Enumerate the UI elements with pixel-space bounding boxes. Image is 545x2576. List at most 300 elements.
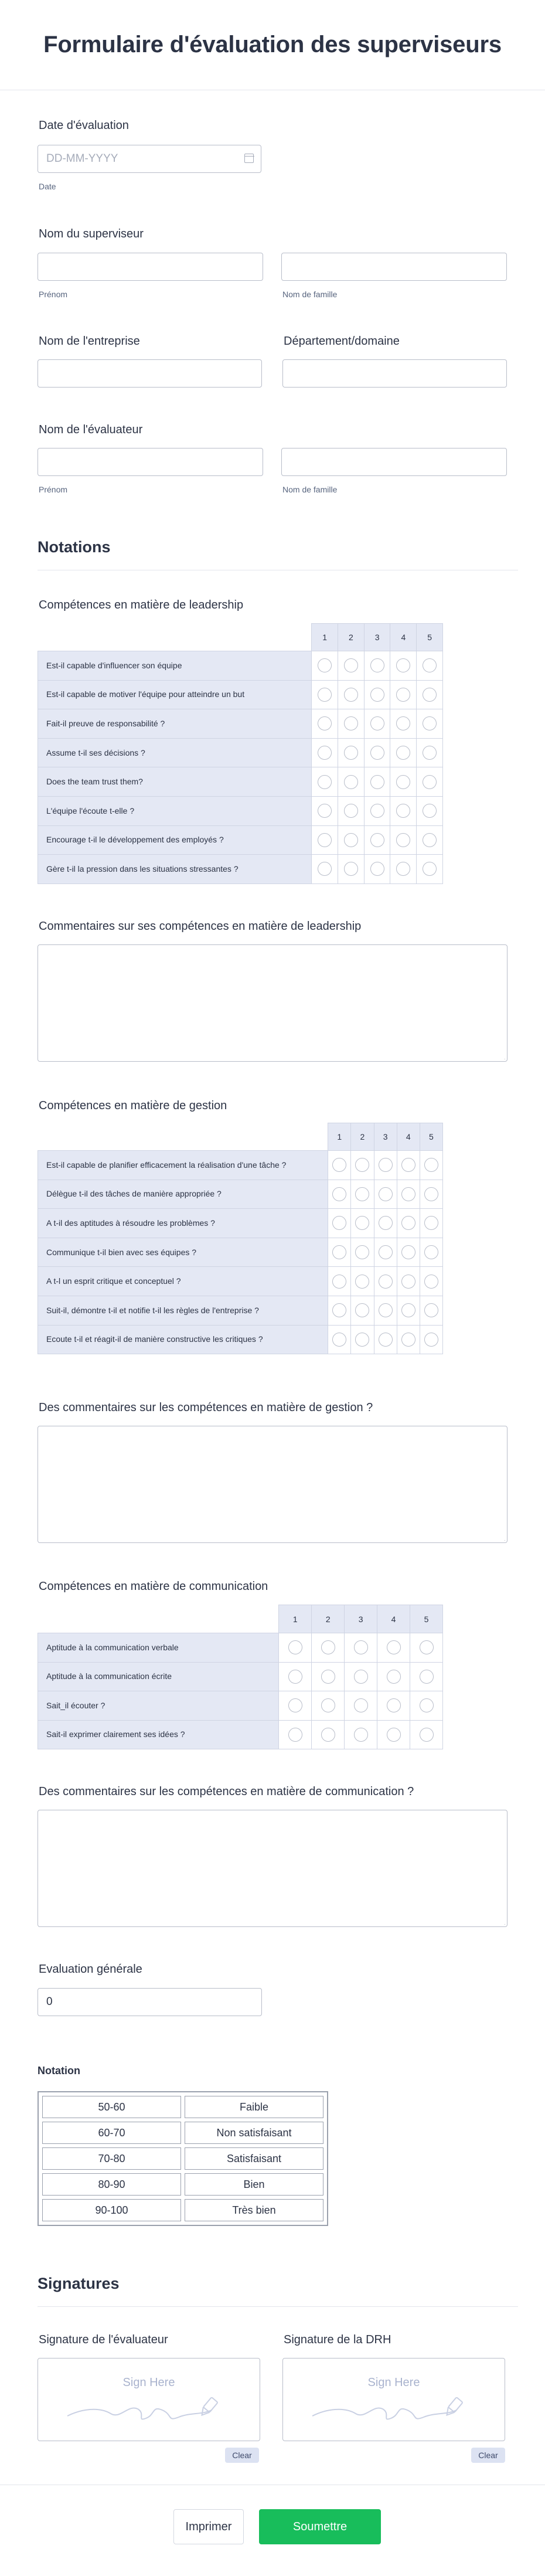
matrix-cell xyxy=(345,1633,377,1663)
department-input[interactable] xyxy=(282,359,507,388)
matrix-cell xyxy=(345,1691,377,1721)
rating-radio-button[interactable] xyxy=(401,1275,415,1289)
matrix-cell xyxy=(312,651,338,681)
rating-radio-button[interactable] xyxy=(344,746,358,760)
matrix-question: Est-il capable de motiver l'équipe pour atteindre un but xyxy=(38,680,312,709)
matrix-cell xyxy=(312,709,338,739)
matrix-cell xyxy=(345,1720,377,1749)
leadership-comment-label: Commentaires sur ses compétences en matière de leadership xyxy=(39,920,362,933)
signature-scribble-icon xyxy=(64,2393,234,2425)
rating-radio-button[interactable] xyxy=(288,1670,302,1684)
matrix-row xyxy=(38,651,443,681)
matrix-corner xyxy=(38,1605,279,1633)
matrix-cell xyxy=(279,1662,312,1691)
rating-radio-button[interactable] xyxy=(424,1158,438,1172)
matrix-cell xyxy=(338,825,364,855)
matrix-cell xyxy=(374,1238,397,1267)
matrix-question: Communique t-il bien avec ses équipes ? xyxy=(38,1238,328,1267)
matrix-question: Sait-il exprimer clairement ses idées ? xyxy=(38,1720,279,1749)
rating-radio-button[interactable] xyxy=(318,775,332,789)
matrix-cell xyxy=(279,1633,312,1663)
rating-radio-button[interactable] xyxy=(401,1333,415,1347)
ratings-section-title: Notations xyxy=(38,538,111,556)
supervisor-last-sublabel: Nom de famille xyxy=(282,290,338,299)
date-sublabel: Date xyxy=(39,182,56,191)
rating-radio-button[interactable] xyxy=(423,833,437,847)
rating-radio-button[interactable] xyxy=(355,1303,369,1317)
sign-here-text: Sign Here xyxy=(122,2376,175,2389)
matrix-corner xyxy=(38,624,312,651)
rating-radio-button[interactable] xyxy=(387,1670,401,1684)
matrix-cell xyxy=(420,1267,442,1296)
matrix-cell xyxy=(364,680,390,709)
rating-radio-button[interactable] xyxy=(424,1275,438,1289)
matrix-cell xyxy=(312,1691,345,1721)
rating-radio-button[interactable] xyxy=(420,1698,434,1712)
rating-radio-button[interactable] xyxy=(354,1698,368,1712)
matrix-question: Assume t-il ses décisions ? xyxy=(38,738,312,767)
rating-radio-button[interactable] xyxy=(332,1187,346,1201)
matrix-cell xyxy=(410,1662,443,1691)
matrix-cell xyxy=(338,738,364,767)
communication-comment-textarea[interactable] xyxy=(38,1810,507,1927)
rating-radio-button[interactable] xyxy=(355,1275,369,1289)
matrix-row xyxy=(38,1238,443,1267)
rating-radio-button[interactable] xyxy=(344,804,358,818)
notation-table xyxy=(38,2091,328,2226)
matrix-question: Does the team trust them? xyxy=(38,767,312,797)
matrix-cell xyxy=(312,825,338,855)
matrix-cell xyxy=(351,1209,374,1238)
rating-radio-button[interactable] xyxy=(344,688,358,702)
rating-radio-button[interactable] xyxy=(401,1303,415,1317)
rating-radio-button[interactable] xyxy=(379,1333,393,1347)
matrix-cell xyxy=(417,709,443,739)
matrix-cell xyxy=(397,1296,420,1325)
rating-radio-button[interactable] xyxy=(355,1158,369,1172)
matrix-cell xyxy=(279,1691,312,1721)
rating-radio-button[interactable] xyxy=(424,1333,438,1347)
matrix-question: Gère t-il la pression dans les situations stressantes ? xyxy=(38,855,312,884)
management-comment-label: Des commentaires sur les compétences en matière de gestion ? xyxy=(39,1401,373,1414)
rating-radio-button[interactable] xyxy=(423,746,437,760)
supervisor-label: Nom du superviseur xyxy=(39,227,144,240)
matrix-column-header: 1 xyxy=(328,1123,351,1151)
rating-radio-button[interactable] xyxy=(318,804,332,818)
matrix-cell xyxy=(417,855,443,884)
rating-radio-button[interactable] xyxy=(355,1333,369,1347)
matrix-cell xyxy=(374,1209,397,1238)
matrix-row xyxy=(38,855,443,884)
matrix-row xyxy=(38,738,443,767)
rating-radio-button[interactable] xyxy=(332,1275,346,1289)
matrix-cell xyxy=(420,1209,442,1238)
matrix-cell xyxy=(328,1180,351,1209)
rating-radio-button[interactable] xyxy=(332,1158,346,1172)
matrix-column-header: 2 xyxy=(312,1605,345,1633)
resize-handle-icon[interactable] xyxy=(499,1919,505,1925)
management-comment-textarea[interactable] xyxy=(38,1426,507,1543)
management-title: Compétences en matière de gestion xyxy=(39,1099,227,1112)
matrix-row xyxy=(38,680,443,709)
matrix-cell xyxy=(420,1180,442,1209)
rating-radio-button[interactable] xyxy=(370,658,384,672)
matrix-row xyxy=(38,1325,443,1354)
matrix-cell xyxy=(312,1720,345,1749)
evaluator-label: Nom de l'évaluateur xyxy=(39,423,143,436)
matrix-cell xyxy=(328,1238,351,1267)
matrix-cell xyxy=(377,1720,410,1749)
rating-radio-button[interactable] xyxy=(396,862,410,876)
rating-radio-button[interactable] xyxy=(379,1216,393,1230)
rating-radio-button[interactable] xyxy=(318,862,332,876)
matrix-question: Délègue t-il des tâches de manière appropriée ? xyxy=(38,1180,328,1209)
matrix-cell xyxy=(374,1267,397,1296)
resize-handle-icon[interactable] xyxy=(499,1535,505,1541)
supervisor-first-name-input[interactable] xyxy=(38,253,263,281)
matrix-cell xyxy=(390,825,417,855)
evaluator-last-sublabel: Nom de famille xyxy=(282,485,338,494)
matrix-column-header: 5 xyxy=(410,1605,443,1633)
matrix-header-row xyxy=(38,1605,443,1633)
supervisor-first-sublabel: Prénom xyxy=(39,290,68,299)
matrix-cell xyxy=(338,796,364,825)
communication-matrix xyxy=(38,1605,443,1749)
matrix-column-header: 5 xyxy=(417,624,443,651)
matrix-column-header: 1 xyxy=(312,624,338,651)
date-placeholder: DD-MM-YYYY xyxy=(46,152,118,165)
matrix-cell xyxy=(397,1238,420,1267)
signature-scribble-icon xyxy=(309,2393,479,2425)
matrix-row xyxy=(38,767,443,797)
rating-radio-button[interactable] xyxy=(423,862,437,876)
matrix-cell xyxy=(312,767,338,797)
rating-radio-button[interactable] xyxy=(318,746,332,760)
matrix-cell xyxy=(351,1267,374,1296)
matrix-question: Suit-il, démontre t-il et notifie t-il les règles de l'entreprise ? xyxy=(38,1296,328,1325)
calendar-icon[interactable] xyxy=(244,154,254,163)
notation-row xyxy=(42,2122,323,2144)
rating-radio-button[interactable] xyxy=(370,862,384,876)
matrix-row xyxy=(38,1180,443,1209)
matrix-cell xyxy=(417,796,443,825)
sign-here-text: Sign Here xyxy=(367,2376,420,2389)
rating-radio-button[interactable] xyxy=(420,1640,434,1654)
rating-radio-button[interactable] xyxy=(396,716,410,730)
company-input[interactable] xyxy=(38,359,262,388)
matrix-column-header: 3 xyxy=(345,1605,377,1633)
matrix-question: Sait_il écouter ? xyxy=(38,1691,279,1721)
signatures-divider xyxy=(38,2306,518,2307)
evaluator-signature-clear-button[interactable]: Clear xyxy=(225,2448,259,2463)
rating-radio-button[interactable] xyxy=(332,1245,346,1259)
matrix-question: Est-il capable de planifier efficacement la réalisation d'une tâche ? xyxy=(38,1151,328,1180)
notation-grade: Non satisfaisant xyxy=(185,2122,323,2144)
notation-range: 50-60 xyxy=(42,2096,181,2118)
matrix-question: Encourage t-il le développement des employés ? xyxy=(38,825,312,855)
matrix-cell xyxy=(364,767,390,797)
rating-radio-button[interactable] xyxy=(387,1698,401,1712)
rating-radio-button[interactable] xyxy=(379,1303,393,1317)
matrix-cell xyxy=(420,1151,442,1180)
signatures-section-title: Signatures xyxy=(38,2275,120,2292)
matrix-row xyxy=(38,1209,443,1238)
rating-radio-button[interactable] xyxy=(370,833,384,847)
matrix-header-row xyxy=(38,1123,443,1151)
rating-radio-button[interactable] xyxy=(321,1670,335,1684)
matrix-row xyxy=(38,1720,443,1749)
matrix-column-header: 4 xyxy=(390,624,417,651)
evaluator-first-name-input[interactable] xyxy=(38,448,263,476)
matrix-corner xyxy=(38,1123,328,1151)
matrix-question: Aptitude à la communication écrite xyxy=(38,1662,279,1691)
matrix-cell xyxy=(374,1296,397,1325)
supervisor-last-name-input[interactable] xyxy=(281,253,507,281)
matrix-cell xyxy=(351,1151,374,1180)
hr-signature-label: Signature de la DRH xyxy=(284,2333,391,2346)
department-label: Département/domaine xyxy=(284,335,400,348)
notation-range: 60-70 xyxy=(42,2122,181,2144)
evaluator-last-name-input[interactable] xyxy=(281,448,507,476)
matrix-column-header: 1 xyxy=(279,1605,312,1633)
resize-handle-icon[interactable] xyxy=(499,1053,505,1059)
rating-radio-button[interactable] xyxy=(387,1640,401,1654)
rating-radio-button[interactable] xyxy=(401,1245,415,1259)
matrix-row xyxy=(38,1151,443,1180)
evaluator-first-sublabel: Prénom xyxy=(39,485,68,494)
notation-range: 80-90 xyxy=(42,2173,181,2196)
matrix-row xyxy=(38,1633,443,1663)
date-label: Date d'évaluation xyxy=(39,119,129,132)
rating-radio-button[interactable] xyxy=(370,688,384,702)
matrix-cell xyxy=(338,680,364,709)
matrix-cell xyxy=(397,1325,420,1354)
company-label: Nom de l'entreprise xyxy=(39,335,140,348)
matrix-cell xyxy=(328,1296,351,1325)
rating-radio-button[interactable] xyxy=(379,1187,393,1201)
rating-radio-button[interactable] xyxy=(354,1670,368,1684)
matrix-cell xyxy=(417,767,443,797)
matrix-cell xyxy=(364,825,390,855)
rating-radio-button[interactable] xyxy=(344,862,358,876)
matrix-row xyxy=(38,1267,443,1296)
matrix-column-header: 2 xyxy=(351,1123,374,1151)
matrix-cell xyxy=(345,1662,377,1691)
matrix-cell xyxy=(390,855,417,884)
matrix-row xyxy=(38,1662,443,1691)
matrix-cell xyxy=(390,738,417,767)
matrix-cell xyxy=(338,709,364,739)
matrix-cell xyxy=(312,680,338,709)
notation-title: Notation xyxy=(38,2065,80,2077)
matrix-cell xyxy=(390,651,417,681)
rating-radio-button[interactable] xyxy=(420,1670,434,1684)
rating-radio-button[interactable] xyxy=(332,1333,346,1347)
matrix-cell xyxy=(338,767,364,797)
matrix-cell xyxy=(417,738,443,767)
notation-grade: Satisfaisant xyxy=(185,2147,323,2170)
matrix-cell xyxy=(312,796,338,825)
rating-radio-button[interactable] xyxy=(355,1245,369,1259)
rating-radio-button[interactable] xyxy=(355,1187,369,1201)
matrix-column-header: 4 xyxy=(397,1123,420,1151)
notation-row xyxy=(42,2173,323,2196)
rating-radio-button[interactable] xyxy=(396,746,410,760)
matrix-row xyxy=(38,1691,443,1721)
matrix-column-header: 3 xyxy=(364,624,390,651)
matrix-cell xyxy=(397,1267,420,1296)
matrix-column-header: 5 xyxy=(420,1123,442,1151)
rating-radio-button[interactable] xyxy=(332,1216,346,1230)
matrix-cell xyxy=(328,1209,351,1238)
rating-radio-button[interactable] xyxy=(318,688,332,702)
rating-radio-button[interactable] xyxy=(387,1728,401,1742)
rating-radio-button[interactable] xyxy=(424,1303,438,1317)
matrix-cell xyxy=(417,680,443,709)
matrix-column-header: 3 xyxy=(374,1123,397,1151)
matrix-cell xyxy=(351,1238,374,1267)
rating-radio-button[interactable] xyxy=(354,1640,368,1654)
rating-radio-button[interactable] xyxy=(318,833,332,847)
rating-radio-button[interactable] xyxy=(379,1275,393,1289)
leadership-matrix xyxy=(38,623,443,884)
rating-radio-button[interactable] xyxy=(396,775,410,789)
rating-radio-button[interactable] xyxy=(424,1187,438,1201)
rating-radio-button[interactable] xyxy=(318,658,332,672)
submit-button[interactable]: Soumettre xyxy=(259,2509,381,2544)
matrix-cell xyxy=(328,1267,351,1296)
matrix-cell xyxy=(351,1296,374,1325)
rating-radio-button[interactable] xyxy=(370,746,384,760)
date-input[interactable] xyxy=(38,145,261,173)
matrix-cell xyxy=(420,1296,442,1325)
rating-radio-button[interactable] xyxy=(396,658,410,672)
hr-signature-pad[interactable] xyxy=(282,2358,505,2441)
rating-radio-button[interactable] xyxy=(396,688,410,702)
matrix-cell xyxy=(397,1209,420,1238)
matrix-column-header: 2 xyxy=(338,624,364,651)
rating-radio-button[interactable] xyxy=(354,1728,368,1742)
matrix-question: A t-l un esprit critique et conceptuel ? xyxy=(38,1267,328,1296)
matrix-cell xyxy=(364,709,390,739)
rating-radio-button[interactable] xyxy=(379,1158,393,1172)
overall-label: Evaluation générale xyxy=(39,1963,142,1976)
matrix-cell xyxy=(420,1238,442,1267)
notation-grade: Bien xyxy=(185,2173,323,2196)
rating-radio-button[interactable] xyxy=(344,775,358,789)
rating-radio-button[interactable] xyxy=(423,716,437,730)
rating-radio-button[interactable] xyxy=(288,1640,302,1654)
rating-radio-button[interactable] xyxy=(288,1698,302,1712)
matrix-cell xyxy=(417,651,443,681)
rating-radio-button[interactable] xyxy=(344,716,358,730)
rating-radio-button[interactable] xyxy=(423,688,437,702)
matrix-cell xyxy=(377,1633,410,1663)
evaluator-signature-pad[interactable] xyxy=(38,2358,260,2441)
rating-radio-button[interactable] xyxy=(370,775,384,789)
form-title: Formulaire d'évaluation des superviseurs xyxy=(43,32,502,57)
leadership-comment-textarea[interactable] xyxy=(38,944,507,1062)
matrix-cell xyxy=(410,1720,443,1749)
overall-value: 0 xyxy=(46,1996,53,2008)
rating-radio-button[interactable] xyxy=(379,1245,393,1259)
matrix-cell xyxy=(390,796,417,825)
rating-radio-button[interactable] xyxy=(423,804,437,818)
matrix-column-header: 4 xyxy=(377,1605,410,1633)
matrix-row xyxy=(38,709,443,739)
print-button[interactable]: Imprimer xyxy=(173,2509,244,2544)
rating-radio-button[interactable] xyxy=(321,1728,335,1742)
rating-radio-button[interactable] xyxy=(344,658,358,672)
matrix-row xyxy=(38,796,443,825)
matrix-cell xyxy=(338,855,364,884)
rating-radio-button[interactable] xyxy=(370,804,384,818)
matrix-question: Fait-il preuve de responsabilité ? xyxy=(38,709,312,739)
rating-radio-button[interactable] xyxy=(332,1303,346,1317)
rating-radio-button[interactable] xyxy=(424,1216,438,1230)
matrix-cell xyxy=(364,855,390,884)
rating-radio-button[interactable] xyxy=(401,1187,415,1201)
rating-radio-button[interactable] xyxy=(318,716,332,730)
matrix-cell xyxy=(410,1633,443,1663)
matrix-question: L'équipe l'écoute t-elle ? xyxy=(38,796,312,825)
rating-radio-button[interactable] xyxy=(401,1158,415,1172)
communication-title: Compétences en matière de communication xyxy=(39,1580,268,1593)
matrix-header-row xyxy=(38,624,443,651)
rating-radio-button[interactable] xyxy=(396,833,410,847)
rating-radio-button[interactable] xyxy=(355,1216,369,1230)
communication-comment-label: Des commentaires sur les compétences en matière de communication ? xyxy=(39,1785,414,1798)
matrix-cell xyxy=(397,1180,420,1209)
matrix-row xyxy=(38,825,443,855)
matrix-cell xyxy=(312,1633,345,1663)
matrix-cell xyxy=(390,709,417,739)
rating-radio-button[interactable] xyxy=(344,833,358,847)
matrix-cell xyxy=(312,855,338,884)
matrix-cell xyxy=(390,767,417,797)
rating-radio-button[interactable] xyxy=(321,1698,335,1712)
hr-signature-clear-button[interactable]: Clear xyxy=(471,2448,505,2463)
matrix-question: A t-il des aptitudes à résoudre les problèmes ? xyxy=(38,1209,328,1238)
matrix-cell xyxy=(312,1662,345,1691)
matrix-cell xyxy=(338,651,364,681)
rating-radio-button[interactable] xyxy=(321,1640,335,1654)
rating-radio-button[interactable] xyxy=(396,804,410,818)
rating-radio-button[interactable] xyxy=(423,775,437,789)
matrix-cell xyxy=(351,1180,374,1209)
notation-row xyxy=(42,2096,323,2118)
matrix-cell xyxy=(364,651,390,681)
matrix-question: Est-il capable d'influencer son équipe xyxy=(38,651,312,681)
rating-radio-button[interactable] xyxy=(288,1728,302,1742)
overall-input[interactable] xyxy=(38,1988,262,2016)
matrix-cell xyxy=(417,825,443,855)
notation-row xyxy=(42,2199,323,2221)
rating-radio-button[interactable] xyxy=(420,1728,434,1742)
rating-radio-button[interactable] xyxy=(370,716,384,730)
notation-row xyxy=(42,2147,323,2170)
rating-radio-button[interactable] xyxy=(401,1216,415,1230)
matrix-cell xyxy=(374,1325,397,1354)
matrix-cell xyxy=(364,796,390,825)
matrix-cell xyxy=(390,680,417,709)
matrix-cell xyxy=(364,738,390,767)
notation-grade: Très bien xyxy=(185,2199,323,2221)
rating-radio-button[interactable] xyxy=(424,1245,438,1259)
form-footer xyxy=(0,2485,545,2576)
rating-radio-button[interactable] xyxy=(423,658,437,672)
matrix-cell xyxy=(410,1691,443,1721)
